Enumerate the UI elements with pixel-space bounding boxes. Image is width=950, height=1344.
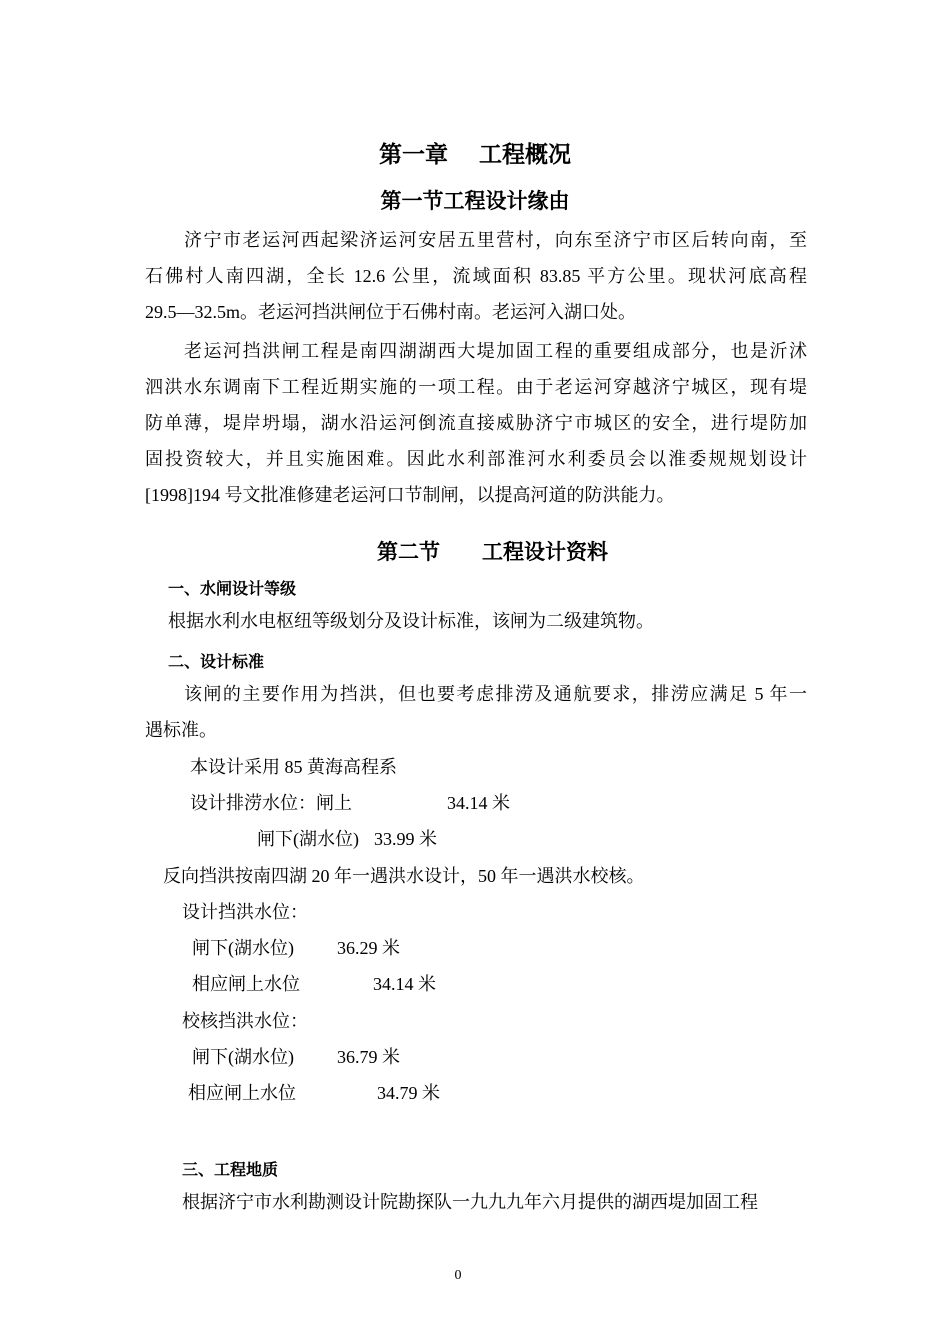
paragraph-line: 泗洪水东调南下工程近期实施的一项工程。由于老运河穿越济宁城区，现有堤 — [145, 377, 807, 397]
paragraph-line: 老运河挡洪闸工程是南四湖湖西大堤加固工程的重要组成部分，也是沂沭 — [145, 341, 807, 361]
drain-lower-value: 33.99 米 — [374, 829, 437, 849]
drain-upper-value: 34.14 米 — [447, 793, 510, 813]
section-1-paragraph-1 — [145, 222, 807, 330]
design-upper-value: 34.14 米 — [373, 974, 436, 994]
section-1-paragraph-2 — [145, 333, 807, 513]
subsection-3-heading: 三、工程地质 — [182, 1160, 279, 1179]
paragraph-line: 遇标准。 — [145, 720, 217, 740]
design-lower-value: 36.29 米 — [337, 938, 400, 958]
design-lower-label: 闸下(湖水位) — [192, 938, 294, 958]
reverse-flood-text: 反向挡洪按南四湖 20 年一遇洪水设计，50 年一遇洪水校核。 — [163, 866, 645, 886]
subsection-2-paragraph — [145, 676, 807, 748]
section-2-title: 第二节 工程设计资料 — [377, 540, 608, 564]
page-number: 0 — [454, 1268, 462, 1283]
paragraph-line: [1998]194 号文批准修建老运河口节制闸，以提高河道的防洪能力。 — [145, 485, 675, 505]
check-lower-value: 36.79 米 — [337, 1047, 400, 1067]
check-flood-label: 校核挡洪水位： — [182, 1011, 308, 1031]
chapter-title: 第一章 工程概况 — [378, 142, 571, 168]
section-1-title: 第一节工程设计缘由 — [380, 189, 570, 213]
paragraph-line: 该闸的主要作用为挡洪，但也要考虑排涝及通航要求，排涝应满足 5 年一 — [145, 684, 807, 704]
design-upper-label: 相应闸上水位 — [192, 974, 300, 994]
elevation-system: 本设计采用 85 黄海高程系 — [190, 757, 397, 777]
subsection-1-text: 根据水利水电枢纽等级划分及设计标准，该闸为二级建筑物。 — [168, 611, 654, 631]
subsection-3-text: 根据济宁市水利勘测设计院勘探队一九九九年六月提供的湖西堤加固工程 — [182, 1192, 758, 1212]
subsection-1-heading: 一、水闸设计等级 — [168, 579, 297, 598]
design-flood-label: 设计挡洪水位： — [182, 902, 308, 922]
check-upper-label: 相应闸上水位 — [188, 1083, 296, 1103]
drain-level-label: 设计排涝水位：闸上 — [190, 793, 352, 813]
paragraph-line: 防单薄，堤岸坍塌，湖水沿运河倒流直接威胁济宁市城区的安全，进行堤防加 — [145, 413, 807, 433]
check-upper-value: 34.79 米 — [377, 1083, 440, 1103]
drain-lower-label: 闸下(湖水位) — [257, 829, 359, 849]
paragraph-line: 石佛村人南四湖，全长 12.6 公里，流域面积 83.85 平方公里。现状河底高程 — [145, 266, 807, 286]
subsection-2-heading: 二、设计标准 — [168, 652, 265, 671]
paragraph-line: 济宁市老运河西起梁济运河安居五里营村，向东至济宁市区后转向南，至 — [145, 230, 807, 250]
paragraph-line: 29.5—32.5m。老运河挡洪闸位于石佛村南。老运河入湖口处。 — [145, 302, 636, 322]
check-lower-label: 闸下(湖水位) — [192, 1047, 294, 1067]
paragraph-line: 固投资较大，并且实施困难。因此水利部淮河水利委员会以淮委规规划设计 — [145, 449, 807, 469]
